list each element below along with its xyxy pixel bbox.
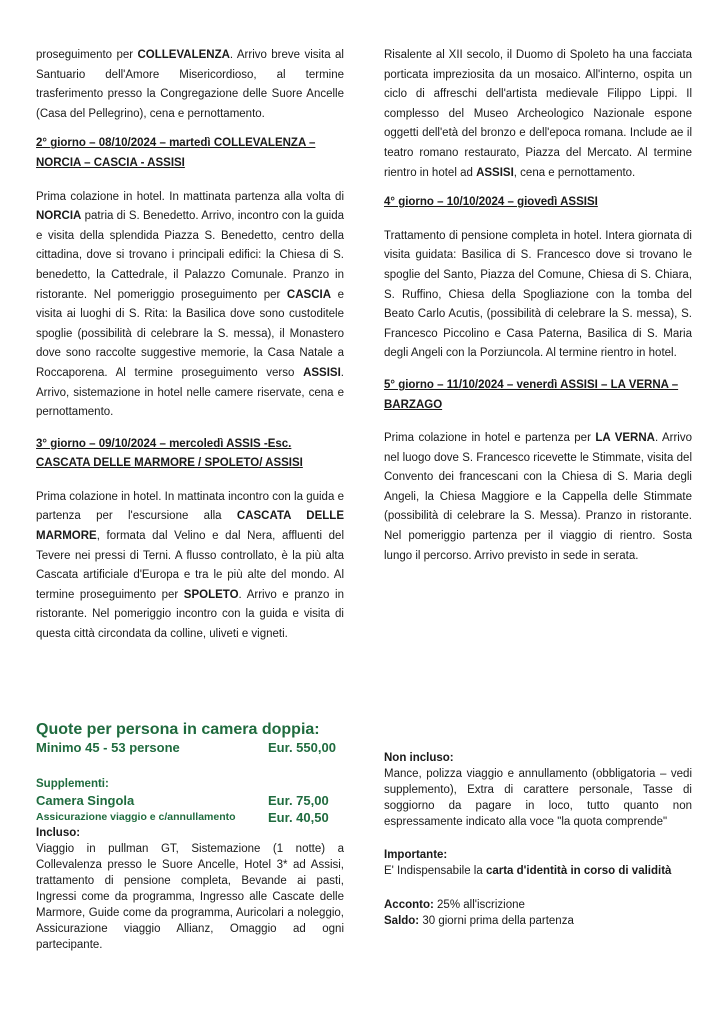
deposit-line: Acconto: 25% all'iscrizione bbox=[384, 899, 525, 912]
insurance-price: Eur. 40,50 bbox=[268, 810, 329, 826]
single-room-row bbox=[36, 792, 344, 809]
balance-line: Saldo: 30 giorni prima della partenza bbox=[384, 915, 574, 928]
excluded-text: Mance, polizza viaggio e annullamento (obbligatoria – vedi supplemento), Extra di carattere personale, Tasse di soggiorno da pagare in loco, tutto quanto non espressamente indicato alla voce "la quota comprende" bbox=[384, 768, 692, 829]
day3-heading: 3° giorno – 09/10/2024 – mercoledì ASSIS -Esc. CASCATA DELLE MARMORE / SPOLETO/ ASSISI bbox=[36, 437, 303, 470]
excluded-heading: Non incluso: bbox=[384, 752, 454, 764]
single-room-price: Eur. 75,00 bbox=[268, 793, 329, 809]
intro-paragraph-right: Risalente al XII secolo, il Duomo di Spoleto ha una facciata porticata impreziosita da un mosaico. All'interno, ospita un ciclo di affreschi dell'artista medievale Filippo Lippi. Il complesso del Museo Archeologico Nazionale espone oggetti dell'età del bronzo e dell'epoca romana. Include ae il teatro romano restaurato, Piazza del Mercato. Al termine rientro in hotel ad ASSISI, cena e pernottamento. bbox=[384, 49, 692, 179]
left-column bbox=[36, 46, 344, 645]
minimum-row bbox=[36, 739, 344, 756]
day5-heading: 5° giorno – 11/10/2024 – venerdì ASSISI – LA VERNA – BARZAGO bbox=[384, 378, 679, 411]
day4-heading: 4° giorno – 10/10/2024 – giovedì ASSISI bbox=[384, 196, 598, 209]
day4-paragraph: Trattamento di pensione completa in hotel. Intera giornata di visita guidata: Basilica di S. Francesco dove si trovano le spoglie del Santo, Piazza del Comune, Chiesa di S. Chiara, S. Ruffino, Chiesa della Spogliazione con la tomba del Beato Carlo Acutis, (possibilità di celebrare la S. messa), S. Francesco Piccolino e Casa Paterna, Basilica di S. Maria degli Angeli con la Porziuncola. Al termine rientro in hotel. bbox=[384, 229, 692, 360]
prices-section bbox=[36, 720, 344, 953]
right-column bbox=[384, 46, 692, 566]
supplements-heading: Supplementi: bbox=[36, 778, 109, 790]
included-text: Viaggio in pullman GT, Sistemazione (1 notte) a Collevalenza presso le Suore Ancelle, Hotel 3* ad Assisi, trattamento di pensione completa, Bevande ai pasti, Ingressi come da programma, Ingresso alle Cascate delle Marmore, Guide come da programma, Auricolari a noleggio, Assicurazione viaggio Allianz, Omaggio ad ogni partecipante. bbox=[36, 843, 344, 952]
intro-paragraph-left: proseguimento per COLLEVALENZA. Arrivo breve visita al Santuario dell'Amore Misericordioso, al termine trasferimento presso la Congregazione delle Suore Ancelle (Casa del Pellegrino), cena e pernottamento. bbox=[36, 49, 344, 120]
insurance-label: Assicurazione viaggio e c/annullamento bbox=[36, 811, 236, 824]
prices-title: Quote per persona in camera doppia: bbox=[36, 721, 320, 738]
insurance-row bbox=[36, 809, 344, 826]
day3-paragraph: Prima colazione in hotel. In mattinata incontro con la guida e partenza per l'escursione alla CASCATA DELLE MARMORE, formata dal Velino e dal Nera, affluenti del Tevere nei pressi di Terni. A flusso controllato, è la più alta Cascata artificiale d'Europa e tra le più alte del mondo. Al termine proseguimento per SPOLETO. Arrivo e pranzo in ristorante. Nel pomeriggio incontro con la guida e visita di questa città circondata da colline, uliveti e vigneti. bbox=[36, 490, 345, 641]
minimum-price: Eur. 550,00 bbox=[268, 740, 336, 755]
day5-paragraph: Prima colazione in hotel e partenza per LA VERNA. Arrivo nel luogo dove S. Francesco ricevette le Stimmate, visita del Convento dei francescani con la Chiesa di S. Maria degli Angeli, la Chiesa Maggiore e la Cappella delle Stimmate (possibilità di celebrare la S. Messa). Pranzo in ristorante. Nel pomeriggio partenza per il viaggio di rientro. Sosta lungo il percorso. Arrivo previsto in sede in serata. bbox=[384, 432, 692, 562]
day2-heading: 2° giorno – 08/10/2024 – martedì COLLEVALENZA – NORCIA – CASCIA - ASSISI bbox=[36, 137, 316, 169]
day2-paragraph: Prima colazione in hotel. In mattinata partenza alla volta di NORCIA patria di S. Benedetto. Arrivo, incontro con la guida e visita della splendida Piazza S. Benedetto, centro della cittadina, dove si trovano i principali edifici: la Chiesa di S. benedetto, la Cattedrale, il Palazzo Comunale. Pranzo in ristorante. Nel pomeriggio proseguimento per CASCIA e visita ai luoghi di S. Rita: la Basilica dove sono custoditele spoglie (possibilità di celebrare la S. messa), il Monastero dove sono raccolte suggestive memorie, la Casa Natale a Roccaporena. Al termine proseguimento verso ASSISI. Arrivo, sistemazione in hotel nelle camere riservate, cena e pernottamento. bbox=[36, 190, 344, 419]
notes-section bbox=[384, 751, 692, 929]
minimum-label: Minimo 45 - 53 persone bbox=[36, 740, 180, 755]
single-room-label: Camera Singola bbox=[36, 793, 135, 809]
important-text: E' Indispensabile la carta d'identità in corso di validità bbox=[384, 865, 672, 878]
included-heading: Incluso: bbox=[36, 827, 81, 840]
important-heading: Importante: bbox=[384, 849, 448, 862]
